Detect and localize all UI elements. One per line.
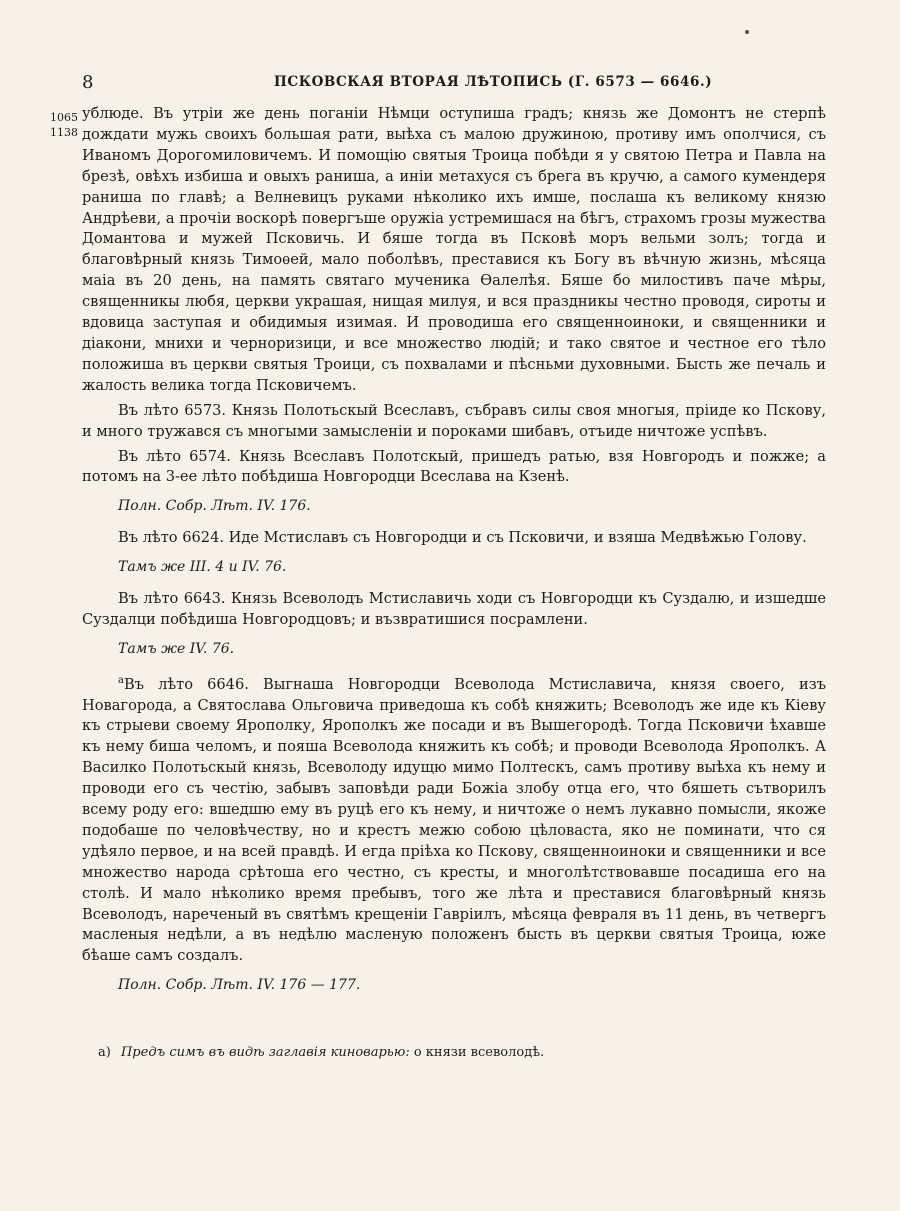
- entry-text: ублюде. Въ утріи же день поганіи Нѣмци оступиша градъ; князь же Домонтъ не стерпѣ дождати мужь своихъ большая рати, выѣха съ малою дружиною, противу имъ ополчися, съ Иваномъ Дорогомиловичемъ. И помощію святыя Троица побѣди я у святою Петра и Павла на брезѣ, овѣхъ избиша и овыхъ раниша, а иніи метахуся съ брега въ кручю, а самого кумендеря раниша по главѣ; а Велневицъ руками нѣколико ихъ имше, послаша къ великому князю Андрѣеви, а прочіи воскорѣ повергъше оружіа устремишася на бѣгъ, страхомъ грозы мужества Домантова и мужей Псковичь. И бяше тогда въ Псковѣ моръ вельми золъ; тогда и благовѣрный князь Тимоѳей, мало поболѣвъ, преставися къ Богу въ вѣчную жизнь, мѣсяца маіа въ 20 день, на память святаго мученика Ѳалелѣя. Бяше бо милостивъ паче мѣры, священникы любя, церкви украшая, нищая милуя, и вся праздникы честно проводя, сироты и вдовица заступая и обидимыя изимая. И проводиша его священноиноки, и священники и діакони, мнихи и черноризици, и все множество людій; и тако святое и честное его тѣло положиша въ церкви святыя Троици, съ похвалами и пѣсньми духовными. Бысть же печаль и жалость велика тогда Псковичемъ.: [82, 105, 826, 394]
- footnote-mark: а): [98, 1045, 111, 1060]
- citation: Тамъ же IV. 76.: [118, 640, 235, 657]
- entry-text: Въ лѣто 6646. Выгнаша Новгородци Всеволода Мстиславича, князя своего, изъ Новагорода, а Святослава Ольговича приведоша къ собѣ княжить; Всеволодъ же иде къ Кіеву къ стрыеви своему Ярополку, Ярополкъ же посади и въ Вышегородѣ. Тогда Псковичи ѣхавше къ нему биша челомъ, и пояша Всеволода княжить къ собѣ; и проводи Всеволода Ярополкъ. А Василко Полотьскый князь, Всеволоду идущю мимо Полтескъ, самъ противу выѣха къ нему и проводи его съ честію, забывъ заповѣди ради Божіа злобу отца его, что бяшеть сътворилъ всему роду его: вшедшю ему въ руцѣ его къ нему, и ничтоже о немъ лукавно помысли, якоже подобаше по человѣчеству, но и крестъ межю собою цѣловаста, яко не поминати, что ся удѣяло первое, и на всей правдѣ. И егда пріѣха ко Пскову, священноиноки и священники и все множество народа срѣтоша его честно, съ кресты, и многолѣтствовавше посадиша его на столѣ. И мало нѣколико время пребывъ, того же лѣта и преставися благовѣрный князь Всеволодъ, нареченый въ святѣмъ крещеніи Гавріилъ, мѣсяца февраля въ 11 день, въ четвергъ масленыя недѣли, а въ недѣлю масленую положенъ бысть въ церкви святыя Троица, юже бѣаше самъ создалъ.: [82, 675, 826, 965]
- chronicle-entry: [82, 589, 826, 631]
- footnote-italic: Предъ симъ въ видѣ заглавія киноварью:: [120, 1045, 410, 1060]
- footnote-rest: о князи всеволодѣ.: [413, 1045, 545, 1060]
- footnote-ref: а: [118, 674, 124, 686]
- margin-year-start: 1065: [50, 111, 78, 124]
- entry-text: Въ лѣто 6573. Князь Полотьскый Всеславъ, събравъ силы своя многыя, пріиде ко Пскову, и много тружався съ многыми замысленіи и пороками шибавъ, отъиде ничтоже успѣвъ.: [82, 401, 826, 440]
- footnote: [98, 1045, 798, 1060]
- entry-text: Въ лѣто 6624. Иде Мстиславъ съ Новгородци и съ Псковичи, и взяша Медвѣжью Голову.: [118, 529, 807, 547]
- running-title: ПСКОВСКАЯ ВТОРАЯ ЛѢТОПИСЬ (Г. 6573 — 6646.): [274, 74, 713, 90]
- chronicle-entry: [82, 671, 826, 968]
- entry-text: Въ лѣто 6574. Князь Всеславъ Полотскый, пришедъ ратью, взя Новгородъ и пожже; а потомъ на 3-ее лѣто побѣдиша Новгородци Всеслава на Кзенѣ.: [82, 447, 826, 486]
- entry-text: Въ лѣто 6643. Князь Всеволодъ Мстиславичь ходи съ Новгородци къ Суздалю, и изшедше Суздалци побѣдиша Новгородцовъ; и възвратишися посрамлени.: [82, 590, 826, 628]
- page-number: 8: [82, 72, 94, 93]
- chronicle-entry: [82, 401, 826, 443]
- decorative-dot: [745, 30, 749, 34]
- page-header: [82, 72, 822, 98]
- chronicle-entry: [82, 528, 826, 549]
- chronicle-entry: [82, 447, 826, 489]
- citation: Полн. Собр. Лѣт. IV. 176 — 177.: [118, 977, 361, 994]
- margin-years: [50, 110, 82, 140]
- margin-year-end: 1138: [50, 126, 78, 139]
- chronicle-entry: [82, 104, 826, 397]
- citation: Тамъ же III. 4 и IV. 76.: [118, 559, 287, 576]
- chronicle-text: [82, 104, 826, 1007]
- citation: Полн. Собр. Лѣт. IV. 176.: [118, 498, 311, 515]
